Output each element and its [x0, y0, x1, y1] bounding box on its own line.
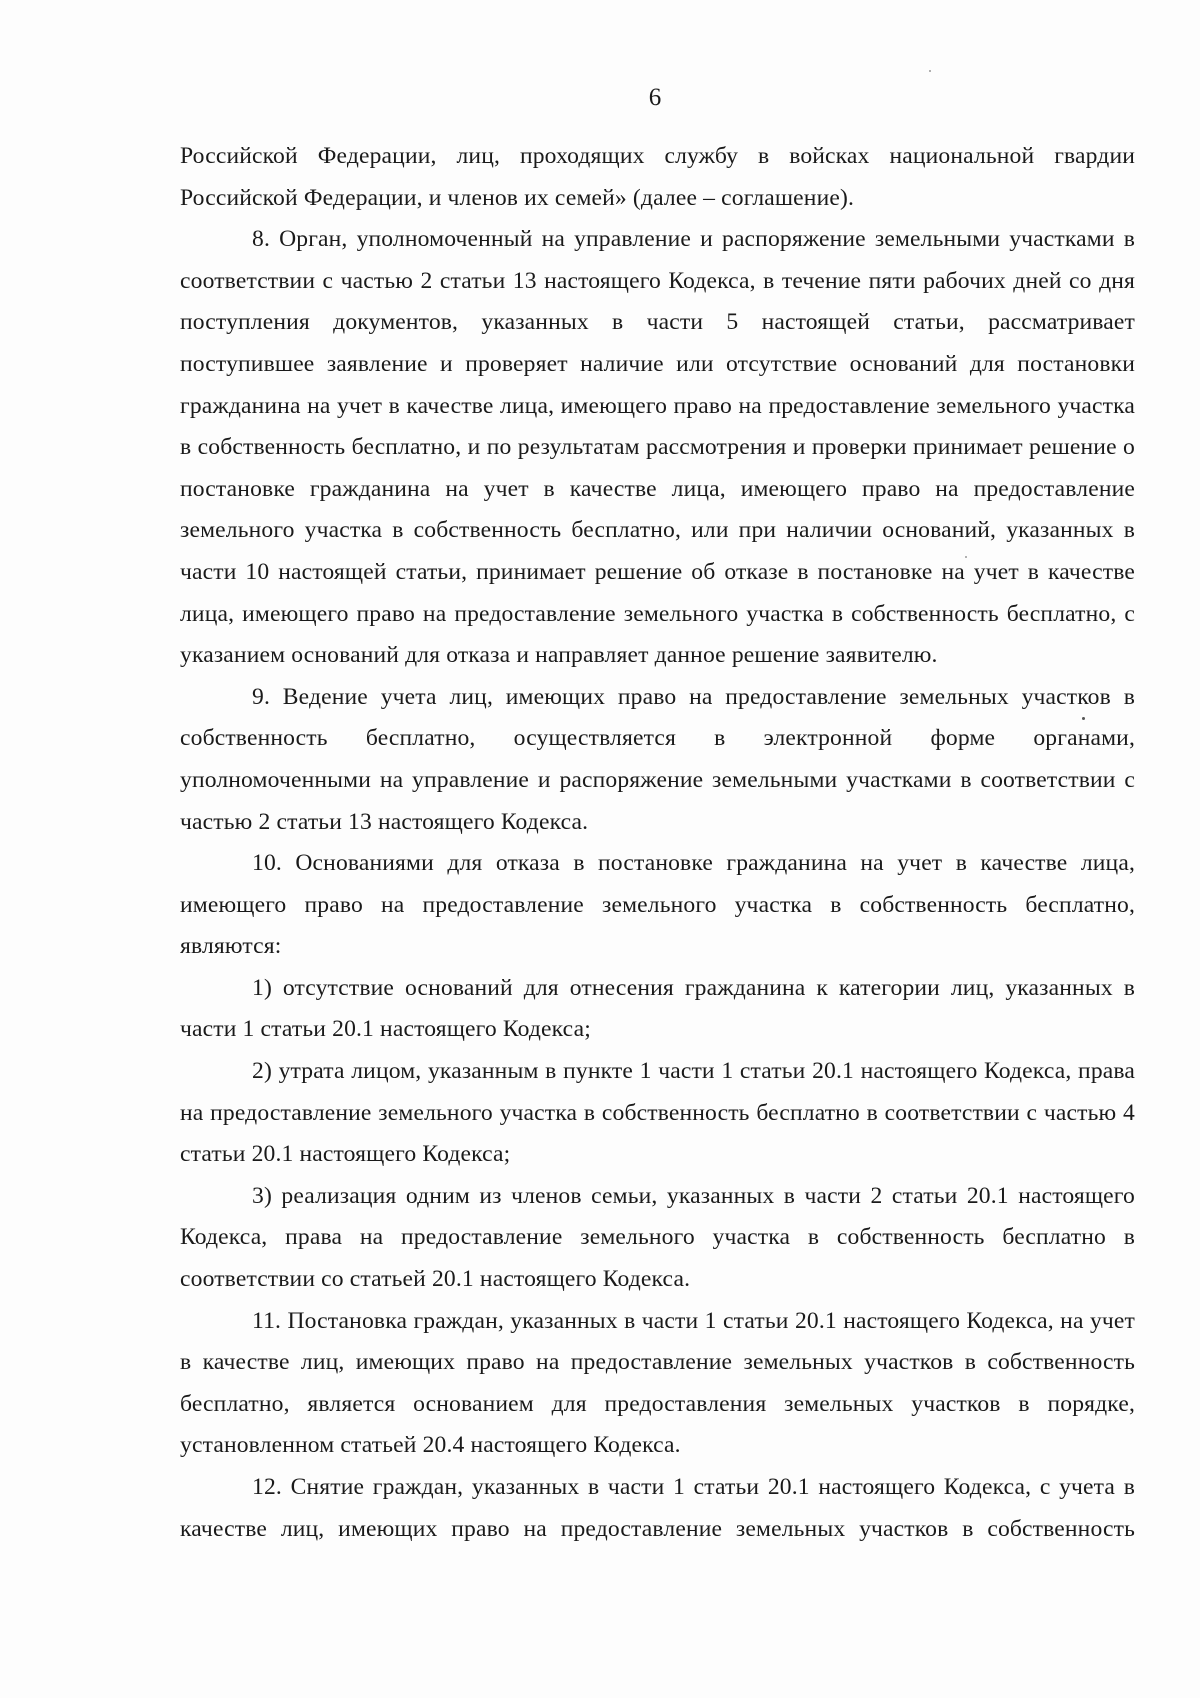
scan-speck	[1082, 717, 1085, 720]
scan-speck	[929, 70, 931, 72]
paragraph-12: 12. Снятие граждан, указанных в части 1 статьи 20.1 настоящего Кодекса, с учета в качестве лиц, имеющих право на предоставление земельных участков в собственность	[180, 1474, 1135, 1542]
paragraph-10-item-3: 3) реализация одним из членов семьи, указанных в части 2 статьи 20.1 настоящего Кодекса, права на предоставление земельного участка в собственность бесплатно в соответствии со статьей 20.1 настоящего Кодекса.	[180, 1182, 1135, 1293]
page-number: 6	[648, 84, 662, 111]
paragraph-10-item-1: 1) отсутствие оснований для отнесения гражданина к категории лиц, указанных в части 1 статьи 20.1 настоящего Кодекса;	[180, 974, 1135, 1043]
paragraph-10: 10. Основаниями для отказа в постановке гражданина на учет в качестве лица, имеющего право на предоставление земельного участка в собственность бесплатно, являются:	[180, 850, 1135, 960]
paragraph-8: 8. Орган, уполномоченный на управление и распоряжение земельными участками в соответствии с частью 2 статьи 13 настоящего Кодекса, в течение пяти рабочих дней со дня поступления документов, указанных в части 5 настоящей статьи, рассматривает поступившее заявление и проверяет наличие или отсутствие оснований для постановки гражданина на учет в качестве лица, имеющего право на предоставление земельного участка в собственность бесплатно, и по результатам рассмотрения и проверки принимает решение о постановке гражданина на учет в качестве лица, имеющего право на предоставление земельного участка в собственность бесплатно, или при наличии оснований, указанных в части 10 настоящей статьи, принимает решение об отказе в постановке на учет в качестве лица, имеющего право на предоставление земельного участка в собственность бесплатно, с указанием оснований для отказа и направляет данное решение заявителю.	[180, 226, 1135, 669]
paragraph-9: 9. Ведение учета лиц, имеющих право на предоставление земельных участков в собственность бесплатно, осуществляется в электронной форме органами, уполномоченными на управление и распоряжение земельными участками в соответствии с частью 2 статьи 13 настоящего Кодекса.	[180, 683, 1135, 835]
paragraph-11: 11. Постановка граждан, указанных в части 1 статьи 20.1 настоящего Кодекса, на учет в качестве лиц, имеющих право на предоставление земельных участков в собственность бесплатно, является основанием для предоставления земельных участков в порядке, установленном статьей 20.4 настоящего Кодекса.	[180, 1307, 1135, 1459]
scan-speck	[965, 556, 967, 558]
paragraph-continuation: Российской Федерации, лиц, проходящих службу в войсках национальной гвардии Российской Федерации, и членов их семей» (далее – соглашение).	[180, 143, 1135, 211]
document-body	[180, 136, 1135, 1550]
paragraph-10-item-2: 2) утрата лицом, указанным в пункте 1 части 1 статьи 20.1 настоящего Кодекса, права на предоставление земельного участка в собственность бесплатно в соответствии с частью 4 статьи 20.1 настоящего Кодекса;	[180, 1058, 1135, 1168]
